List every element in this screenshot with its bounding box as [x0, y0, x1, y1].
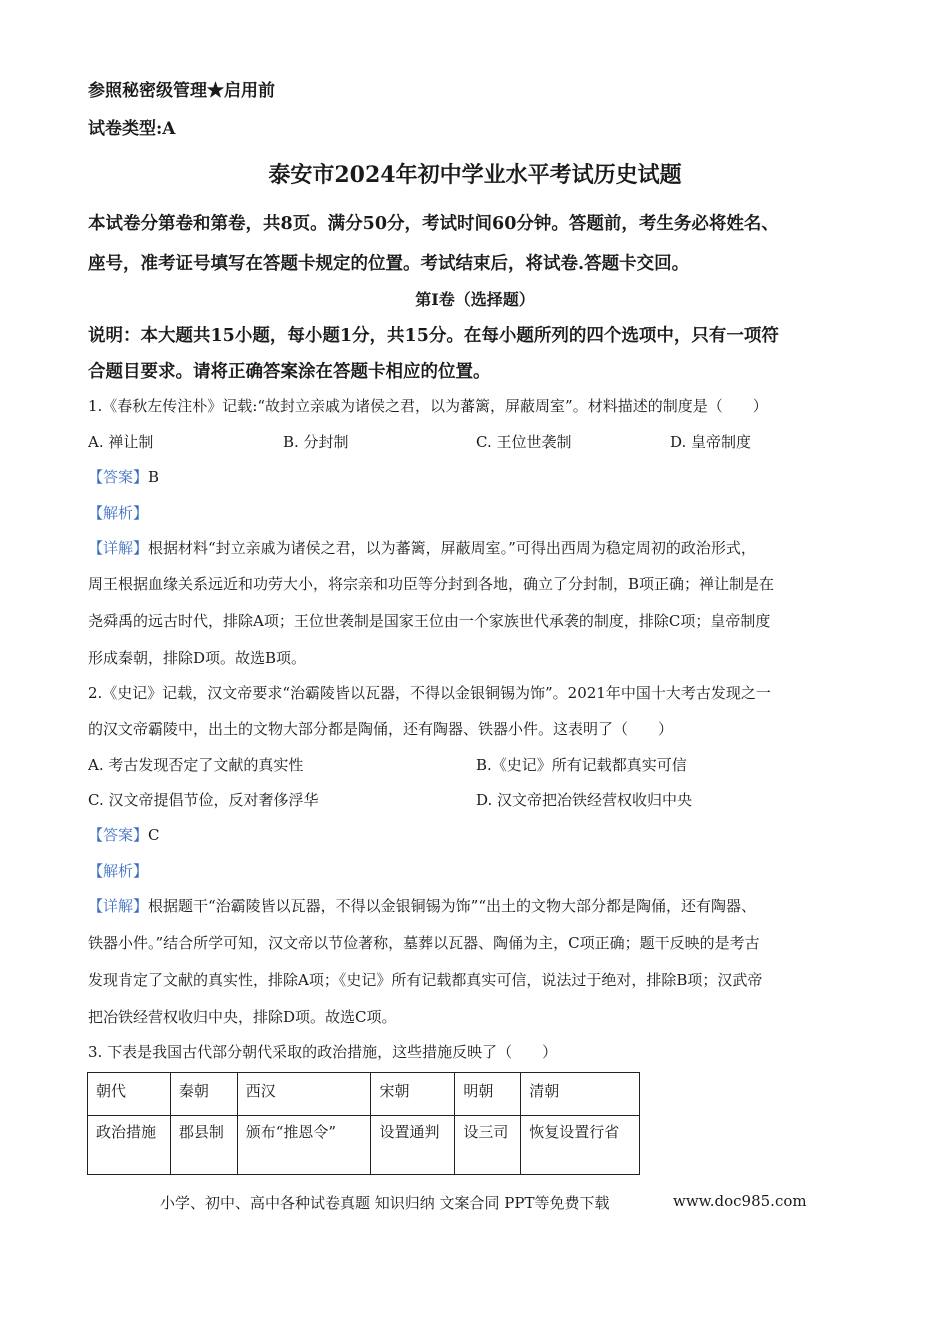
- table-header-row: [88, 1073, 640, 1116]
- q1-detail-text-1: 根据材料“封立亲戚为诸侯之君，以为蕃篱，屏蔽周室。”可得出西周为稳定周初的政治形式，: [148, 539, 756, 557]
- q1-option-b: B. 分封制: [283, 433, 349, 451]
- q2-stem-1: 2.《史记》记载，汉文帝要求“治霸陵皆以瓦器，不得以金银铜锡为饰”。2021年中国十大考古发现之一: [88, 684, 771, 702]
- q2-analysis-label: 【解析】: [88, 862, 149, 880]
- q1-option-c: C. 王位世袭制: [476, 433, 572, 451]
- section-title: 第Ⅰ卷（选择题）: [415, 290, 535, 309]
- table-header-cell: 宋朝: [371, 1073, 455, 1116]
- dynasty-table: [87, 1072, 640, 1175]
- q2-detail-line-3: 发现肯定了文献的真实性，排除A项；《史记》所有记载都真实可信，说法过于绝对，排除B项；汉武帝: [88, 971, 763, 989]
- footer-text: 小学、初中、高中各种试卷真题 知识归纳 文案合同 PPT等免费下载: [160, 1194, 610, 1212]
- q3-stem: 3. 下表是我国古代部分朝代采取的政治措施，这些措施反映了（ ）: [88, 1043, 558, 1061]
- answer-label: 【答案】: [88, 468, 149, 486]
- paper-type-label: 试卷类型:A: [88, 119, 176, 139]
- q2-detail-text-1: 根据题干“治霸陵皆以瓦器，不得以金银铜锡为饰”“出土的文物大部分都是陶俑，还有陶器、: [148, 897, 757, 915]
- page-title: 泰安市2024年初中学业水平考试历史试题: [268, 162, 682, 188]
- q2-option-d: D. 汉文帝把冶铁经营权收归中央: [476, 791, 693, 809]
- secrecy-label: 参照秘密级管理★启用前: [88, 81, 275, 101]
- section-note-2: 合题目要求。请将正确答案涂在答题卡相应的位置。: [88, 362, 491, 382]
- table-cell: 政治措施: [88, 1116, 171, 1175]
- q1-stem: 1.《春秋左传注朴》记载:“故封立亲戚为诸侯之君，以为蕃篱，屏蔽周室”。材料描述的制度是（ ）: [88, 397, 768, 415]
- table-row: [88, 1116, 640, 1175]
- q2-option-a: A. 考古发现否定了文献的真实性: [88, 756, 304, 774]
- intro-line-2: 座号，准考证号填写在答题卡规定的位置。考试结束后，将试卷.答题卡交回。: [88, 254, 690, 274]
- q2-stem-2: 的汉文帝霸陵中，出土的文物大部分都是陶俑，还有陶器、铁器小件。这表明了（ ）: [88, 720, 674, 738]
- q1-analysis-label: 【解析】: [88, 504, 149, 522]
- q1-detail-line-4: 形成秦朝，排除D项。故选B项。: [88, 649, 307, 667]
- table-header-cell: 朝代: [88, 1073, 171, 1116]
- q2-option-b: B.《史记》所有记载都真实可信: [476, 756, 687, 774]
- table-cell: 恢复设置行省: [521, 1116, 640, 1175]
- q1-detail-line-1: [88, 537, 756, 558]
- q2-option-c: C. 汉文帝提倡节俭，反对奢侈浮华: [88, 791, 319, 809]
- section-note-1: 说明：本大题共15小题，每小题1分，共15分。在每小题所列的四个选项中，只有一项符: [88, 326, 779, 346]
- detail-label: 【详解】: [88, 897, 149, 915]
- answer-label: 【答案】: [88, 826, 149, 844]
- q1-option-a: A. 禅让制: [88, 433, 154, 451]
- table-header-cell: 清朝: [521, 1073, 640, 1116]
- q2-detail-line-4: 把冶铁经营权收归中央，排除D项。故选C项。: [88, 1008, 397, 1026]
- intro-line-1: 本试卷分第卷和第卷，共8页。满分50分，考试时间60分钟。答题前，考生务必将姓名、: [88, 214, 779, 234]
- q1-answer-value: B: [148, 468, 160, 486]
- table-header-cell: 秦朝: [170, 1073, 237, 1116]
- q1-answer: [88, 466, 159, 487]
- q2-detail-line-1: [88, 895, 756, 916]
- table-cell: 设置通判: [371, 1116, 455, 1175]
- table-cell: 郡县制: [170, 1116, 237, 1175]
- q2-answer: [88, 824, 160, 845]
- q1-option-d: D. 皇帝制度: [670, 433, 752, 451]
- table-cell: 设三司: [455, 1116, 521, 1175]
- footer-url[interactable]: www.doc985.com: [673, 1192, 807, 1210]
- detail-label: 【详解】: [88, 539, 149, 557]
- table-cell: 颁布“推恩令”: [237, 1116, 371, 1175]
- table-header-cell: 西汉: [237, 1073, 371, 1116]
- q1-detail-line-3: 尧舜禹的远古时代，排除A项；王位世袭制是国家王位由一个家族世代承袭的制度，排除C项；皇帝制度: [88, 612, 771, 630]
- q2-detail-line-2: 铁器小件。”结合所学可知，汉文帝以节俭著称，墓葬以瓦器、陶俑为主，C项正确；题干反映的是考古: [88, 934, 760, 952]
- q2-answer-value: C: [148, 826, 160, 844]
- q1-detail-line-2: 周王根据血缘关系远近和功劳大小，将宗亲和功臣等分封到各地，确立了分封制，B项正确；禅让制是在: [88, 575, 775, 593]
- table-header-cell: 明朝: [455, 1073, 521, 1116]
